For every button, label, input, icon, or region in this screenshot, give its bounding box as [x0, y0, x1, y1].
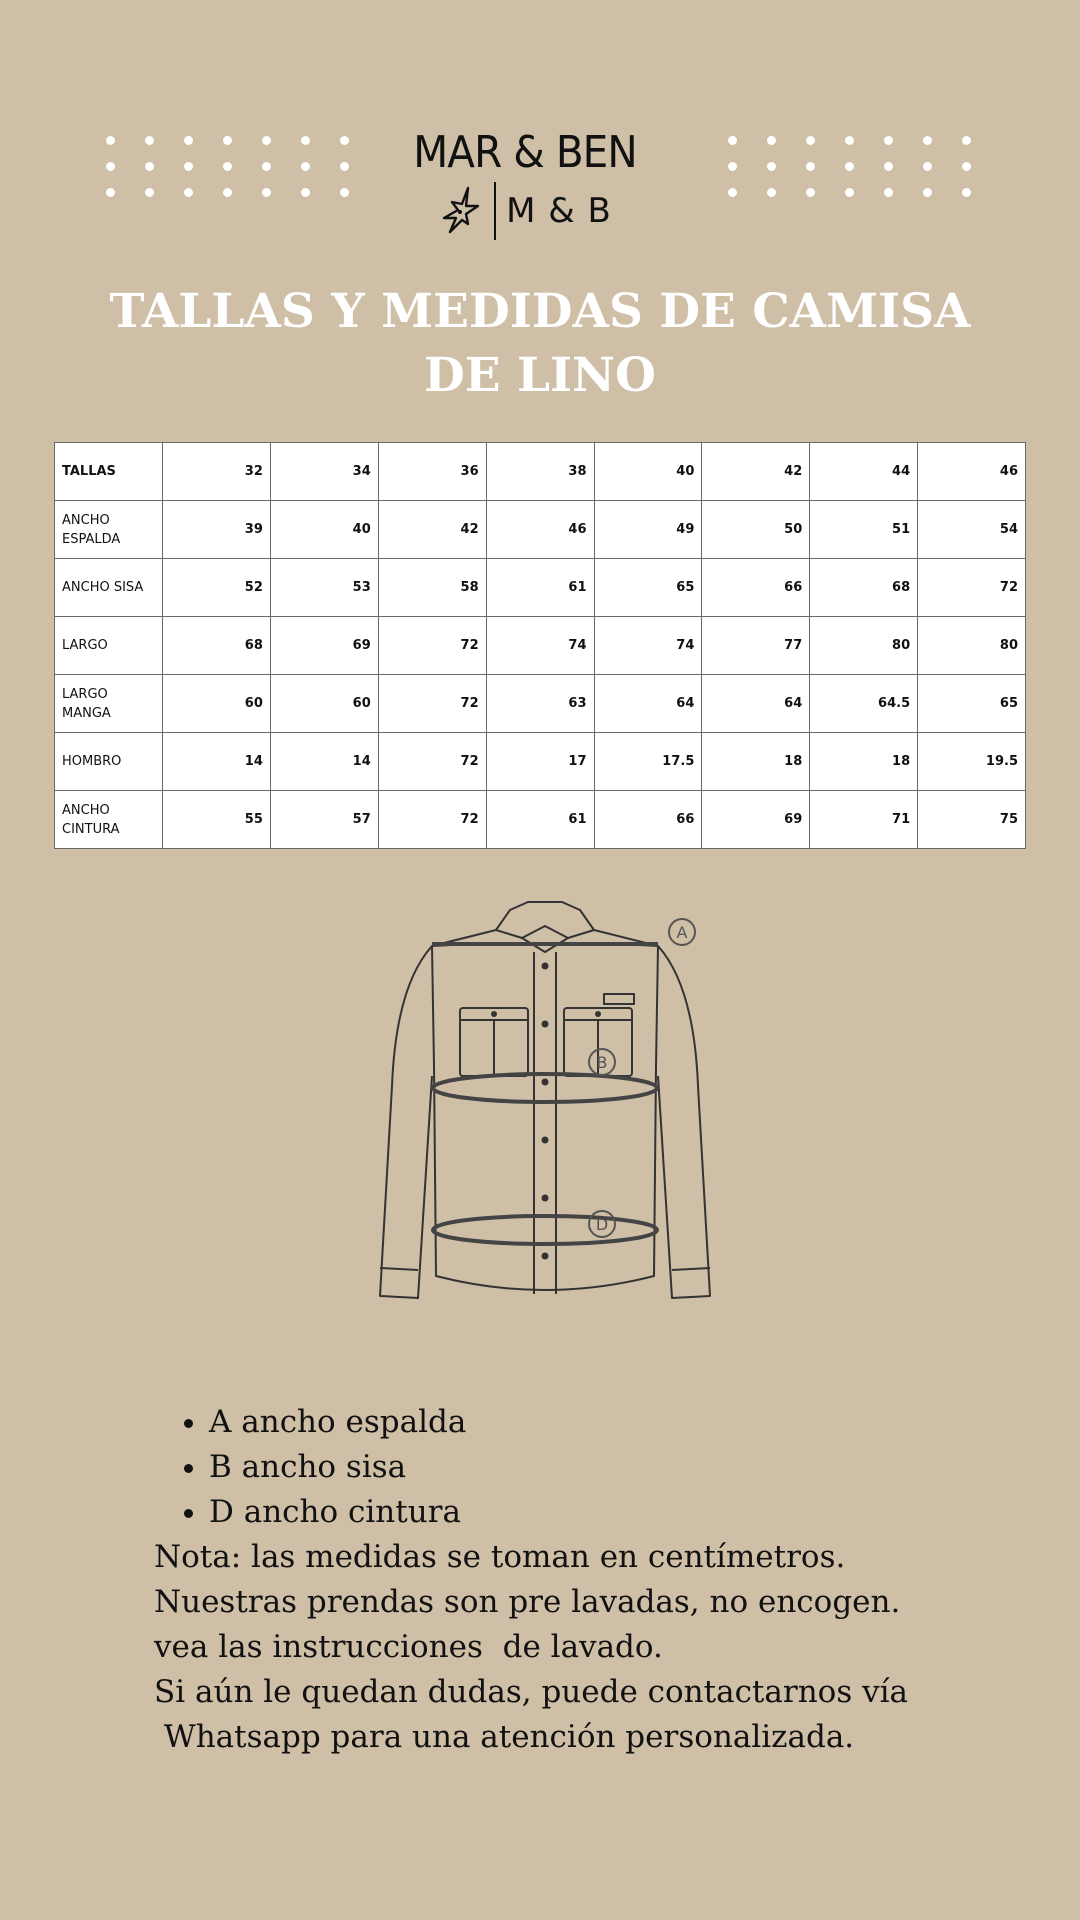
decor-dot	[262, 188, 271, 197]
measurement-cell: 17	[486, 733, 594, 791]
marlin-icon	[438, 184, 484, 238]
decor-dot	[767, 188, 776, 197]
measurement-cell: 68	[810, 559, 918, 617]
measurement-cell: 61	[486, 791, 594, 849]
measurement-cell: 61	[486, 559, 594, 617]
decor-dot	[184, 136, 193, 145]
measurement-cell: 74	[486, 617, 594, 675]
measurement-cell: 42	[378, 501, 486, 559]
dot-pattern-right	[728, 136, 973, 199]
measurement-cell: 17.5	[594, 733, 702, 791]
measurement-cell: 19.5	[918, 733, 1026, 791]
notes-section	[154, 1400, 1014, 1760]
decor-dot	[106, 136, 115, 145]
measurement-cell: 65	[918, 675, 1026, 733]
note-line-2: Nuestras prendas son pre lavadas, no encogen.	[154, 1584, 901, 1620]
measurement-cell: 55	[163, 791, 271, 849]
measurement-cell: 14	[270, 733, 378, 791]
decor-dot	[884, 136, 893, 145]
brand-initials: M & B	[506, 191, 612, 231]
note-line-5: Whatsapp para una atención personalizada.	[154, 1719, 855, 1755]
measurement-cell: 39	[163, 501, 271, 559]
decor-dot	[884, 188, 893, 197]
decor-dot	[806, 136, 815, 145]
measurement-cell: 68	[163, 617, 271, 675]
decor-dot	[806, 162, 815, 171]
decor-dot	[923, 188, 932, 197]
logo-divider	[494, 182, 496, 240]
decor-dot	[145, 136, 154, 145]
decor-dot	[728, 162, 737, 171]
decor-dot	[301, 162, 310, 171]
table-row	[55, 791, 1026, 849]
marker-a-label: A	[676, 923, 688, 942]
size-cell: 44	[810, 443, 918, 501]
table-row	[55, 617, 1026, 675]
decor-dot	[923, 136, 932, 145]
row-label: HOMBRO	[55, 733, 163, 791]
marker-b-label: B	[596, 1053, 608, 1072]
measurement-cell: 63	[486, 675, 594, 733]
decor-dot	[962, 162, 971, 171]
measurement-cell: 50	[702, 501, 810, 559]
table-row	[55, 733, 1026, 791]
size-cell: 42	[702, 443, 810, 501]
measurement-cell: 52	[163, 559, 271, 617]
decor-dot	[845, 188, 854, 197]
measurement-cell: 64.5	[810, 675, 918, 733]
row-label: LARGO	[55, 617, 163, 675]
measurement-cell: 69	[702, 791, 810, 849]
decor-dot	[106, 162, 115, 171]
decor-dot	[184, 162, 193, 171]
measurement-cell: 72	[378, 617, 486, 675]
size-cell: 36	[378, 443, 486, 501]
page-title: TALLAS Y MEDIDAS DE CAMISA DE LINO	[109, 284, 971, 403]
table-row	[55, 559, 1026, 617]
measurement-cell: 14	[163, 733, 271, 791]
size-cell: 40	[594, 443, 702, 501]
measurement-cell: 72	[378, 733, 486, 791]
marker-d-label: D	[595, 1215, 609, 1234]
measurement-cell: 46	[486, 501, 594, 559]
size-cell: 46	[918, 443, 1026, 501]
measurement-cell: 80	[810, 617, 918, 675]
decor-dot	[223, 136, 232, 145]
note-line-3: vea las instrucciones de lavado.	[154, 1629, 663, 1665]
legend-item-d: • D ancho cintura	[209, 1490, 1014, 1535]
dot-pattern-left	[106, 136, 351, 199]
row-label: LARGO MANGA	[55, 675, 163, 733]
measurement-cell: 58	[378, 559, 486, 617]
brand-logo	[340, 126, 710, 240]
measurement-cell: 72	[378, 675, 486, 733]
measurement-cell: 71	[810, 791, 918, 849]
decor-dot	[767, 136, 776, 145]
row-label: ANCHO SISA	[55, 559, 163, 617]
decor-dot	[806, 188, 815, 197]
measurement-cell: 65	[594, 559, 702, 617]
measurement-cell: 54	[918, 501, 1026, 559]
decor-dot	[223, 188, 232, 197]
decor-dot	[262, 162, 271, 171]
decor-dot	[728, 136, 737, 145]
row-label: ANCHO ESPALDA	[55, 501, 163, 559]
measurement-cell: 77	[702, 617, 810, 675]
decor-dot	[767, 162, 776, 171]
row-label: TALLAS	[55, 443, 163, 501]
decor-dot	[923, 162, 932, 171]
note-line-1: Nota: las medidas se toman en centímetros.	[154, 1539, 846, 1575]
decor-dot	[262, 136, 271, 145]
measurement-cell: 74	[594, 617, 702, 675]
measurement-cell: 51	[810, 501, 918, 559]
measurement-cell: 18	[702, 733, 810, 791]
decor-dot	[223, 162, 232, 171]
decor-dot	[145, 188, 154, 197]
legend-item-a: • A ancho espalda	[209, 1400, 1014, 1445]
size-cell: 34	[270, 443, 378, 501]
measurement-cell: 66	[702, 559, 810, 617]
brand-sub-logo	[340, 182, 710, 240]
decor-dot	[728, 188, 737, 197]
table-header-row	[55, 443, 1026, 501]
decor-dot	[145, 162, 154, 171]
decor-dot	[184, 188, 193, 197]
measurement-cell: 40	[270, 501, 378, 559]
measurement-cell: 60	[270, 675, 378, 733]
measurement-cell: 49	[594, 501, 702, 559]
brand-name: MAR & BEN	[413, 127, 637, 178]
table-row	[55, 675, 1026, 733]
measurement-cell: 60	[163, 675, 271, 733]
row-label: ANCHO CINTURA	[55, 791, 163, 849]
table-row	[55, 501, 1026, 559]
measurement-cell: 64	[594, 675, 702, 733]
measurement-cell: 64	[702, 675, 810, 733]
decor-dot	[301, 136, 310, 145]
decor-dot	[962, 136, 971, 145]
decor-dot	[301, 188, 310, 197]
decor-dot	[106, 188, 115, 197]
decor-dot	[962, 188, 971, 197]
size-cell: 32	[163, 443, 271, 501]
measurement-cell: 80	[918, 617, 1026, 675]
measurement-cell: 53	[270, 559, 378, 617]
measurement-cell: 72	[378, 791, 486, 849]
decor-dot	[845, 136, 854, 145]
shirt-diagram	[370, 896, 720, 1316]
decor-dot	[884, 162, 893, 171]
size-table	[54, 442, 1026, 849]
legend-item-b: • B ancho sisa	[209, 1445, 1014, 1490]
measurement-cell: 57	[270, 791, 378, 849]
size-cell: 38	[486, 443, 594, 501]
measurement-cell: 18	[810, 733, 918, 791]
note-line-4: Si aún le quedan dudas, puede contactarnos vía	[154, 1674, 908, 1710]
legend-list	[154, 1400, 1014, 1535]
measurement-cell: 72	[918, 559, 1026, 617]
measurement-cell: 66	[594, 791, 702, 849]
measurement-cell: 69	[270, 617, 378, 675]
decor-dot	[845, 162, 854, 171]
measurement-cell: 75	[918, 791, 1026, 849]
